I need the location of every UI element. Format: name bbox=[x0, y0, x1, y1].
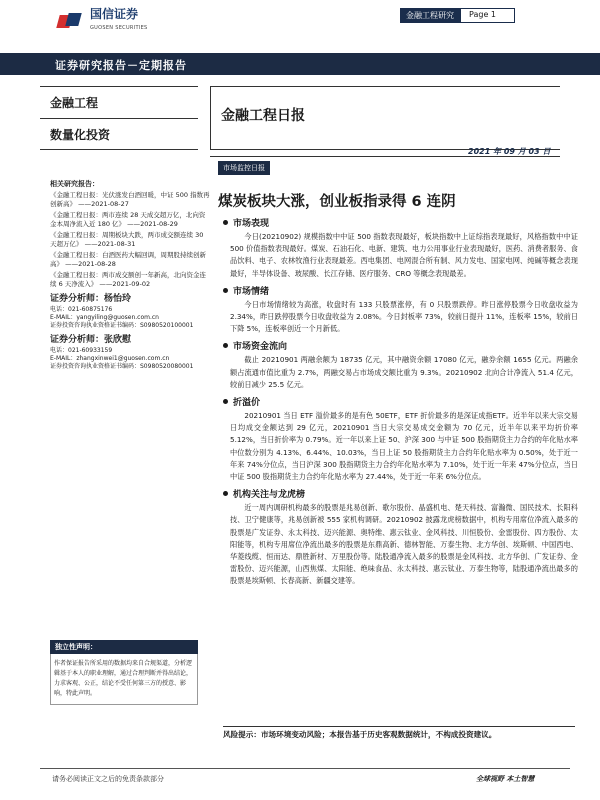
section-heading: 折溢价 bbox=[223, 395, 578, 408]
report-type-banner bbox=[0, 53, 600, 75]
analyst-license: 证券投资咨询执业资格证书编码：S0980520100001 bbox=[50, 322, 194, 329]
analyst-email[interactable]: E-MAIL：zhangxinwei1@guosen.com.cn bbox=[50, 355, 170, 362]
bullet-icon bbox=[223, 491, 228, 496]
analyst-card bbox=[50, 336, 210, 371]
section-heading: 市场资金流向 bbox=[223, 339, 578, 352]
analyst-license: 证券投资咨询执业资格证书编码：S0980520080001 bbox=[50, 363, 194, 370]
related-reports-title: 相关研究报告： bbox=[50, 180, 99, 188]
logo-en: GUOSEN SECURITIES bbox=[90, 25, 148, 31]
report-type: 证券研究报告－定期报告 bbox=[55, 59, 187, 72]
section-body: 近一周内调研机构最多的股票是兆易创新、歌尔股份、晶盛机电、楚天科技、富瀚微、国民技术、长阳科技、卫宁健康等，兆易创新被 555 家机构调研。20210902 披露龙虎榜数据中，机构专用席位净流入最多的股票是广发证券、永太科技、迈兴能源、奥特维、惠云钛业、金风科技、川恒股份、金雷股份、四方股份、太阳能等，机构专用席位净流出最多的股票是东鼎高新、德林智能、万泰生物、北方华创、埃斯顿、中国西电、华菱线缆、恒而达、鼎胜新材、万里股份等。陆股通净流入最多的股票是金风科技、北方华创、广发证券、金雷股份、迈兴能源，山西焦煤、太阳能、绝味食品、永太科技、惠云钛业、万泰生物等，陆股通净流出最多的股票是埃斯顿、长春高新、新疆交建等。 bbox=[230, 503, 578, 586]
related-report[interactable]: 《金融工程日报：光伏涨发白酒回暖，中证 500 指数再创新高》 ——2021-08-27 bbox=[50, 191, 210, 208]
analyst-tel: 电话：021-60933159 bbox=[50, 347, 113, 354]
analyst-name: 证券分析师：杨怡玲 bbox=[50, 294, 132, 304]
section-heading: 市场情绪 bbox=[223, 284, 578, 297]
bullet-icon bbox=[223, 399, 228, 404]
related-report[interactable]: 《金融工程日报：周期板块大跌，两市成交额连续 30 天超万亿》 ——2021-08-31 bbox=[50, 231, 204, 248]
report-title: 金融工程日报 bbox=[210, 86, 560, 150]
statement-body: 作者保证报告所采用的数据均来自合规渠道，分析逻辑基于本人的职业理解，通过合理判断并得出结论，力求客观、公正，结论不受任何第三方的授意、影响，特此声明。 bbox=[50, 654, 198, 705]
logo bbox=[58, 8, 148, 34]
report-date: 2021 年 09 月 03 日 bbox=[468, 147, 551, 156]
statement-title: 独立性声明： bbox=[50, 640, 198, 654]
divider bbox=[210, 156, 560, 157]
related-report[interactable]: 《金融工程日报：两市成交额创一年新高，北向资金连续 6 天净流入》 ——2021-09-02 bbox=[50, 271, 206, 288]
sidebar bbox=[50, 180, 210, 371]
footer-disclaimer: 请务必阅读正文之后的免责条款部分 bbox=[52, 775, 164, 783]
footer-divider bbox=[40, 768, 570, 769]
footer-slogan: 全球视野 本土智慧 bbox=[476, 775, 535, 783]
logo-mark-icon bbox=[58, 11, 84, 31]
main-content bbox=[223, 212, 578, 588]
analyst-card bbox=[50, 295, 210, 330]
header-tag bbox=[400, 8, 515, 23]
section-body: 今日(20210902) 规模指数中中证 500 指数表现最好，板块指数中上证综指表现最好，风格指数中中证 500 价值指数表现最好。煤炭、石油石化、电新、建筑、电力公用事业行业表现最好，医药、消费者服务、食品饮料、电子、农林牧渔行业表现最差。西电集团、电网混合所有制、风力发电、国家电网、纯碱等概念表现最好，半导体设备、玻尿酸、长江存储、医疗服务、CRO 等概念表现最差。 bbox=[230, 232, 578, 278]
related-report[interactable]: 《金融工程日报：白酒医药大幅回调，周期股持续创新高》 ——2021-08-28 bbox=[50, 251, 206, 268]
section-body: 今日市场情绪较为高涨，收盘时有 133 只股票涨停，有 0 只股票跌停。昨日涨停股票今日收盘收益为 2.34%，昨日跌停股票今日收盘收益为 2.08%。今日封板率 73%，较前日提升 11%，连板率 15%，较前日下降 5%，连板率创近一个月新低。 bbox=[230, 299, 578, 334]
category-secondary: 数量化投资 bbox=[40, 118, 198, 150]
risk-warning: 风险提示：市场环境变动风险；本报告基于历史客观数据统计，不构成投资建议。 bbox=[223, 726, 575, 741]
analyst-email[interactable]: E-MAIL：yangyiling@guosen.com.cn bbox=[50, 314, 159, 321]
section-heading: 市场表现 bbox=[223, 216, 578, 229]
header-category: 金融工程研究 bbox=[400, 8, 460, 23]
section-heading: 机构关注与龙虎榜 bbox=[223, 487, 578, 500]
bullet-icon bbox=[223, 288, 228, 293]
logo-name: 国信证券 GUOSEN SECURITIES bbox=[90, 8, 148, 34]
bullet-icon bbox=[223, 220, 228, 225]
report-tag: 市场监控日报 bbox=[218, 161, 270, 175]
category-box bbox=[40, 86, 198, 150]
section-body: 20210901 当日 ETF 溢价最多的是有色 50ETF，ETF 折价最多的是深证成指ETF。近半年以来大宗交易日均成交金额达到 29 亿元，20210901 当日大宗交易成交金额为 70 亿元，近半年以来平均折价率 5.12%，当日折价率为 0.79%。近一年以来上证 50、沪深 300 与中证 500 股指期货主力合约的年化贴水率中位数分别为 4.13%、6.44%、10.03%，当日上证 50 股指期货主力合约年化贴水率为 0.50%，处于近一年来 74%分位点，当日沪深 300 股指期货主力合约年化贴水率为 7.10%，处于近一年来 47%分位点，当日中证 500 股指期货主力合约年化贴水率为 27.44%，处于近一年来 6%分位点。 bbox=[230, 411, 578, 482]
headline: 煤炭板块大涨，创业板指录得 6 连阴 bbox=[218, 194, 456, 210]
analyst-name: 证券分析师：张欣慰 bbox=[50, 335, 132, 345]
section-body: 截止 20210901 两融余额为 18735 亿元，其中融资余额 17080 亿元，融券余额 1655 亿元。两融余额占流通市值比重为 2.7%，两融交易占市场成交额比重为 9.3%。20210902 北向合计净流入 51.4 亿元，较前日减少 25.5 亿元。 bbox=[230, 355, 578, 389]
bullet-icon bbox=[223, 343, 228, 348]
independence-statement bbox=[50, 640, 198, 705]
analyst-tel: 电话：021-60875176 bbox=[50, 306, 113, 313]
category-primary: 金融工程 bbox=[40, 86, 198, 118]
related-report[interactable]: 《金融工程日报：两市连续 28 天成交超万亿，北向资金本周净流入近 180 亿》 ——2021-08-29 bbox=[50, 211, 206, 228]
page-number: Page 1 bbox=[460, 8, 515, 23]
